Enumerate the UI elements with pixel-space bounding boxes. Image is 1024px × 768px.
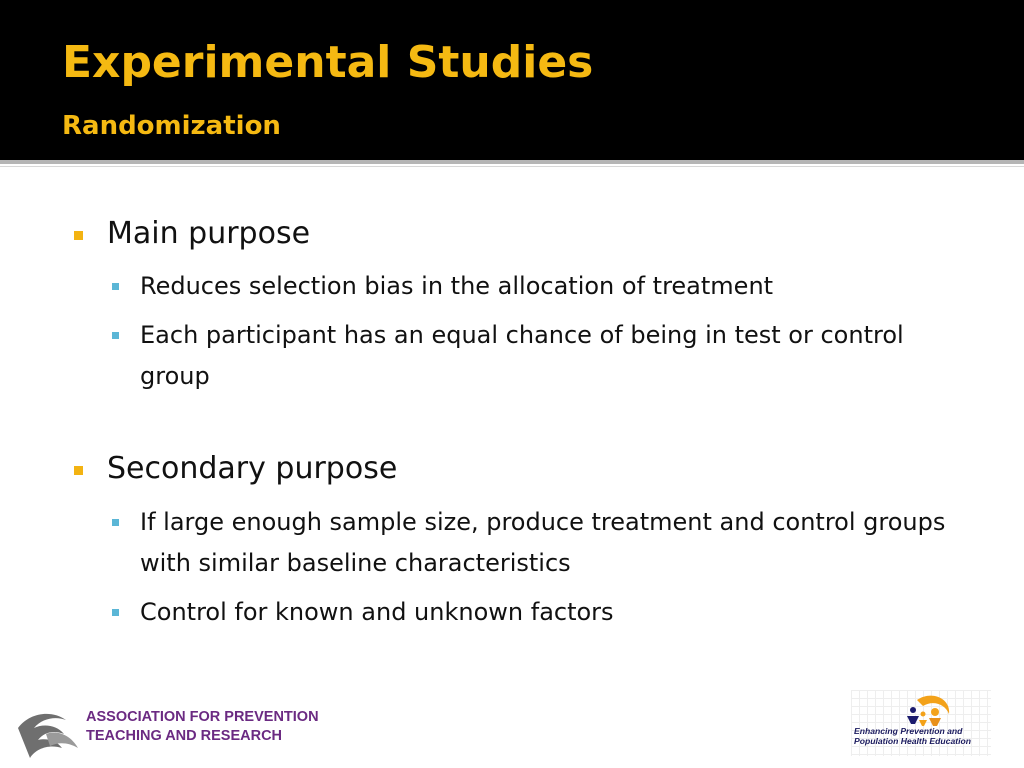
title-bar bbox=[0, 0, 1024, 160]
bullet-heading-secondary-purpose: Secondary purpose bbox=[107, 451, 398, 486]
epphe-logo-line2: Population Health Education bbox=[854, 736, 971, 746]
header-divider-thin bbox=[0, 166, 1024, 167]
bullet-point: Reduces selection bias in the allocation of treatment bbox=[140, 272, 774, 300]
square-bullet-icon bbox=[112, 609, 119, 616]
aptr-logo-line1: ASSOCIATION FOR PREVENTION bbox=[86, 709, 319, 725]
wave-logo-icon bbox=[16, 708, 80, 760]
header-divider bbox=[0, 160, 1024, 164]
figures-logo-icon bbox=[895, 692, 955, 728]
bullet-point: Control for known and unknown factors bbox=[140, 598, 614, 626]
aptr-logo bbox=[16, 706, 356, 762]
square-bullet-icon bbox=[74, 231, 83, 240]
bullet-point: Each participant has an equal chance of being in test or control group bbox=[140, 321, 904, 390]
epphe-logo-line1: Enhancing Prevention and bbox=[854, 726, 963, 736]
slide-subtitle: Randomization bbox=[62, 111, 281, 141]
square-bullet-icon bbox=[74, 466, 83, 475]
epphe-logo bbox=[851, 690, 991, 756]
square-bullet-icon bbox=[112, 332, 119, 339]
square-bullet-icon bbox=[112, 283, 119, 290]
slide-title: Experimental Studies bbox=[62, 37, 594, 88]
bullet-heading-main-purpose: Main purpose bbox=[107, 216, 311, 251]
aptr-logo-text bbox=[86, 708, 319, 746]
bullet-point: If large enough sample size, produce treatment and control groups with similar baseline characteristics bbox=[140, 508, 946, 577]
aptr-logo-line2: TEACHING AND RESEARCH bbox=[86, 728, 283, 744]
square-bullet-icon bbox=[112, 519, 119, 526]
epphe-logo-text bbox=[854, 726, 990, 746]
